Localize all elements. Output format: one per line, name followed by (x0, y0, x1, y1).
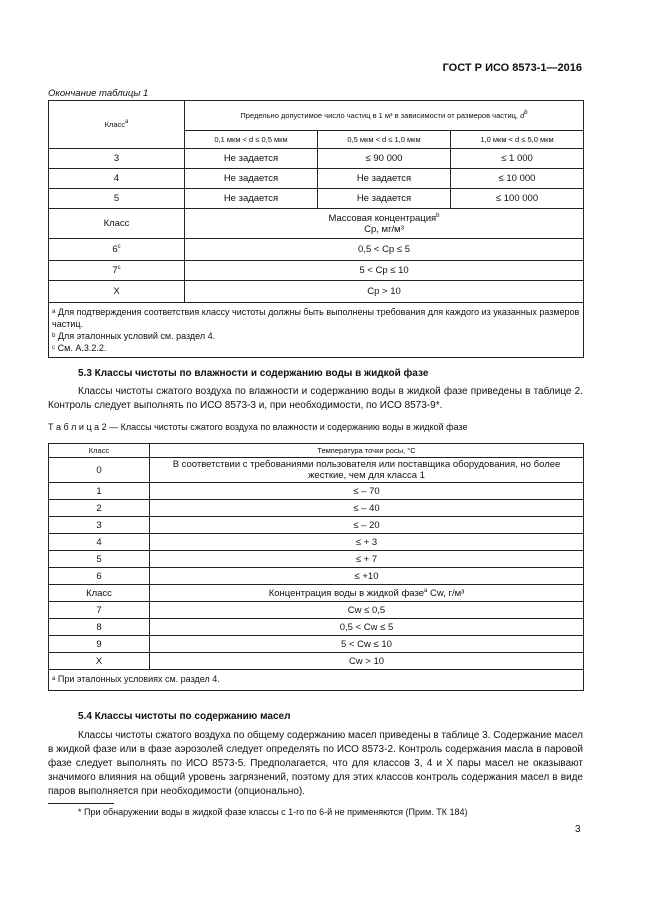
page-number: 3 (575, 824, 581, 835)
size-col: 0,5 мкм < d ≤ 1,0 мкм (318, 131, 451, 149)
table-row (49, 551, 584, 568)
size-col: 1,0 мкм < d ≤ 5,0 мкм (451, 131, 584, 149)
limit-header: Предельно допустимое число частиц в 1 м³ в зависимости от размеров частиц, $d^b$ (185, 101, 584, 131)
class-cell: 4 (49, 169, 185, 189)
value-cell: ≤ – 70 (150, 483, 584, 500)
class-cell: 0 (49, 458, 150, 483)
value-cell: Cw ≤ 0,5 (150, 602, 584, 619)
value-cell: ≤ + 7 (150, 551, 584, 568)
value-cell: ≤ – 40 (150, 500, 584, 517)
value-cell: Не задается (185, 169, 318, 189)
table-row (49, 517, 584, 534)
class-cell: 9 (49, 636, 150, 653)
value-cell: 0,5 < Cp ≤ 5 (185, 239, 584, 261)
class-header: Класс (49, 444, 150, 458)
table-row (49, 636, 584, 653)
table2-caption: Т а б л и ц а 2 — Классы чистоты сжатого воздуха по влажности и содержанию воды в жидкой фазе (48, 422, 468, 432)
class-cell: X (49, 281, 185, 303)
class-cell: 3 (49, 517, 150, 534)
footnote-separator (48, 803, 114, 804)
table-row (49, 189, 584, 209)
class-header: Класс$^a$ (49, 101, 185, 149)
value-cell: 5 < Cp ≤ 10 (185, 261, 584, 281)
table-row (49, 500, 584, 517)
class-cell: 1 (49, 483, 150, 500)
table-row (49, 281, 584, 303)
value-cell: ≤ 100 000 (451, 189, 584, 209)
class-cell: 2 (49, 500, 150, 517)
class-cell: 6 (49, 568, 150, 585)
table-row (49, 534, 584, 551)
value-cell: Не задается (185, 189, 318, 209)
section-5-3-paragraph: Классы чистоты сжатого воздуха по влажности и содержанию воды в жидкой фазе приведены в таблице 2. Контроль следует выполнять по ИСО 8573-3 и, при необходимости, по ИСО 8573-9*. (48, 386, 583, 411)
class-cell: X (49, 653, 150, 670)
table-row (49, 653, 584, 670)
class-cell: 3 (49, 149, 185, 169)
value-cell: 5 < Cw ≤ 10 (150, 636, 584, 653)
table-row (49, 261, 584, 281)
section-5-3-title: 5.3 Классы чистоты по влажности и содержанию воды в жидкой фазе (78, 368, 429, 379)
value-cell: ≤ 90 000 (318, 149, 451, 169)
class-cell: 7$^c$ (49, 261, 185, 281)
value-cell: ≤ + 3 (150, 534, 584, 551)
class-cell: 6$^c$ (49, 239, 185, 261)
value-cell: Не задается (185, 149, 318, 169)
table-row (49, 239, 584, 261)
value-cell: Cp > 10 (185, 281, 584, 303)
temp-header: Температура точки росы, °С (150, 444, 584, 458)
table-2 (48, 443, 584, 691)
value-cell: В соответствии с требованиями пользователя или поставщика оборудования, но более жесткие, чем для класса 1 (150, 458, 584, 483)
table-row (49, 149, 584, 169)
water-header: Концентрация воды в жидкой фазе$^a$ Cw, г/м³ (150, 585, 584, 602)
table-row (49, 458, 584, 483)
value-cell: ≤ – 20 (150, 517, 584, 534)
table-row (49, 568, 584, 585)
value-cell: ≤ +10 (150, 568, 584, 585)
mass-header: Массовая концентрация$^b$ Cp, мг/м³ (185, 209, 584, 239)
footnote: ᵃ Для подтверждения соответствия классу чистоты должны быть выполнены требования для каждого из указанных размеров частиц. (52, 307, 580, 329)
document-id: ГОСТ Р ИСО 8573-1—2016 (442, 62, 582, 74)
value-cell: 0,5 < Cw ≤ 5 (150, 619, 584, 636)
table-row (49, 169, 584, 189)
class-cell: 5 (49, 189, 185, 209)
page-footnote: * При обнаружении воды в жидкой фазе классы с 1-го по 6-й не применяются (Прим. ТК 184) (78, 807, 468, 817)
class-cell: 7 (49, 602, 150, 619)
value-cell: Не задается (318, 189, 451, 209)
mass-class-header: Класс (49, 209, 185, 239)
table1-continuation-label: Окончание таблицы 1 (48, 88, 149, 99)
size-col: 0,1 мкм < d ≤ 0,5 мкм (185, 131, 318, 149)
water-class-header: Класс (49, 585, 150, 602)
value-cell: Cw > 10 (150, 653, 584, 670)
table-row (49, 602, 584, 619)
table1-footnotes (49, 303, 584, 358)
section-5-4-paragraph: Классы чистоты сжатого воздуха по общему содержанию масел приведены в таблице 3. Содержание масел в жидкой фазе или в фазе аэрозолей следует определять по ИСО 8573-2. Контроль содержания масла в паровой фазе следует выполнять по ИСО 8573-5. Предполагается, что для классов 3, 4 и X пары масел не оказывают значимого влияния на общий уровень загрязнений, поэтому для этих классов контроль содержания масел в виде паров выполняется при необходимости (опционально). (48, 730, 583, 797)
table2-footnote: ᵃ При эталонных условиях см. раздел 4. (49, 670, 584, 691)
table-row (49, 483, 584, 500)
value-cell: ≤ 10 000 (451, 169, 584, 189)
class-cell: 8 (49, 619, 150, 636)
table-1 (48, 100, 584, 358)
footnote: ᶜ См. А.3.2.2. (52, 343, 107, 353)
table-row (49, 619, 584, 636)
value-cell: ≤ 1 000 (451, 149, 584, 169)
section-5-4-title: 5.4 Классы чистоты по содержанию масел (78, 711, 291, 722)
class-cell: 5 (49, 551, 150, 568)
footnote: ᵇ Для эталонных условий см. раздел 4. (52, 331, 216, 341)
class-cell: 4 (49, 534, 150, 551)
value-cell: Не задается (318, 169, 451, 189)
